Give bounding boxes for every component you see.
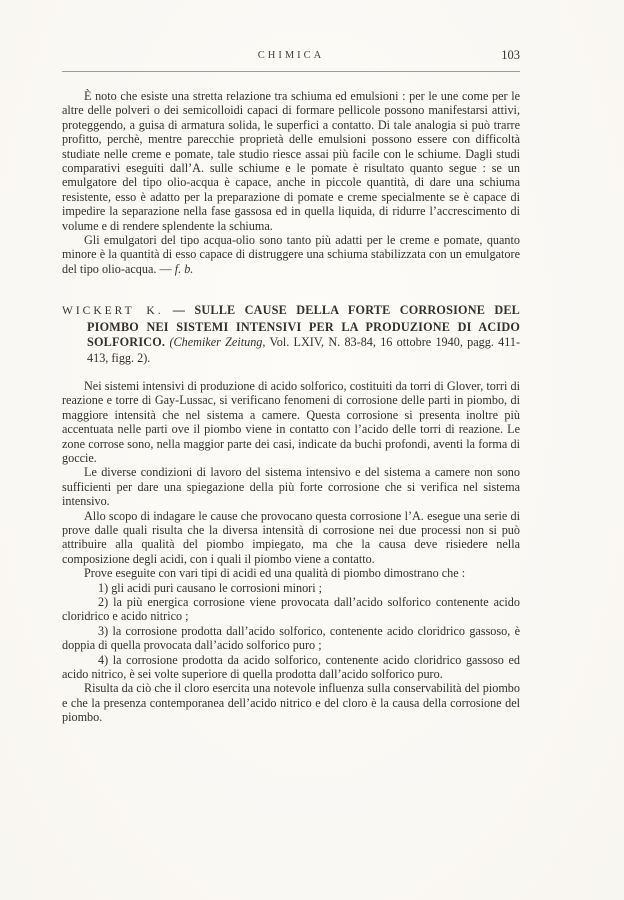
article-closing-paragraph: Risulta da ciò che il cloro esercita una notevole influenza sulla conservabilità del piombo e che la presenza contemporanea dell’acido nitrico e del cloro è la causa della corrosione del piombo. bbox=[62, 681, 520, 725]
numbered-item-2: 2) la più energica corrosione viene provocata dall’acido solforico contenente acido cloridrico e acido nitrico ; bbox=[62, 595, 520, 624]
article-citation-journal: (Chemiker Zeitung, bbox=[169, 335, 266, 350]
abstract1-paragraph-1: È noto che esiste una stretta relazione tra schiuma ed emulsioni : per le une come per le altre delle polveri o dei semicolloidi capaci di formare pellicole possono manifestarsi attivi, proteggendo, a guisa di armatura solida, le superfici a contatto. Di tale analogia si può trarre profitto, perchè, mentre parecchie proprietà delle emulsioni possono essere con difficoltà studiate nelle creme e pomate, tale studio riesce assai più facile con le schiume. Dagli studi comparativi eseguiti dall’A. sulle schiume e le pomate è risultato quanto segue : se un emulgatore del tipo olio-acqua è capace, anche in piccole quantità, di dare una schiuma resistente, esso è adatto per la preparazione di pomate e creme specialmente se è capace di impedire la separazione nella fase gassosa ed in quella liquida, di ridurre l’accrescimento di volume e di rendere splendente la schiuma. bbox=[62, 89, 520, 233]
text-column bbox=[62, 89, 520, 725]
article-citation-details: Vol. LXIV, N. 83-84, 16 ottobre 1940, pagg. 411-413, figg. 2). bbox=[87, 335, 521, 365]
article-paragraph-2: Le diverse condizioni di lavoro del sistema intensivo e del sistema a camere non sono sufficienti per dare una spiegazione della più forte corrosione che si verifica nel sistema intensivo. bbox=[62, 465, 520, 509]
journal-name: CHIMICA bbox=[257, 50, 325, 61]
article-paragraph-1: Nei sistemi intensivi di produzione di acido solforico, costituiti da torri di Glover, torri di reazione e torre di Gay-Lussac, si verificano fenomeni di corrosione delle parti in piombo, di maggiore intensità che nel sistema a camere. Questa corrosione si presenta inoltre più accentuata nelle parti ove il piombo viene in contatto con l’acido delle torri di reazione. Le zone corrose sono, nella maggior parte dei casi, indicate da buchi profondi, aventi la forma di goccie. bbox=[62, 378, 520, 465]
numbered-item-1: 1) gli acidi puri causano le corrosioni minori ; bbox=[98, 580, 323, 595]
abstract1-paragraph-2 bbox=[62, 233, 520, 276]
article-heading bbox=[62, 303, 520, 366]
abstract1-paragraph-2-text: Gli emulgatori del tipo acqua-olio sono tanto più adatti per le creme e pomate, quanto minore è la quantità di esso capace di distruggere una schiuma stabilizzata con un emulgatore del tipo olio-acqua. — bbox=[62, 233, 520, 276]
numbered-item-4: 4) la corrosione prodotta da acido solforico, contenente acido cloridrico gassoso ed acido nitrico, è sei volte superiore di quella prodotta dall’acido solforico puro. bbox=[62, 652, 520, 682]
article-paragraph-3: Allo scopo di indagare le cause che provocano questa corrosione l’A. esegue una serie di prove dalle quali risulta che la diversa intensità di corrosione nei due processi non si può attribuire alla qualità del piombo impiegato, ma che la causa deve risiedere nella composizione degli acidi, con i quali il piombo viene a contatto. bbox=[62, 508, 520, 566]
article-paragraph-4: Prove eseguite con vari tipi di acidi ed una qualità di piombo dimostrano che : bbox=[84, 566, 466, 581]
abstract1-signature: f. b. bbox=[174, 261, 194, 276]
article-author: WICKERT K. bbox=[62, 305, 164, 318]
article-title: — SULLE CAUSE DELLA FORTE CORROSIONE DEL PIOMBO NEI SISTEMI INTENSIVI PER LA PRODUZIONE DI ACIDO SOLFORICO. bbox=[87, 303, 520, 350]
page-number: 103 bbox=[501, 48, 520, 62]
numbered-item-3: 3) la corrosione prodotta dall’acido solforico, contenente acido cloridrico gassoso, è doppia di quella provocata dall’acido solforico puro ; bbox=[62, 623, 520, 653]
header-rule bbox=[62, 71, 520, 72]
running-head bbox=[62, 50, 520, 65]
